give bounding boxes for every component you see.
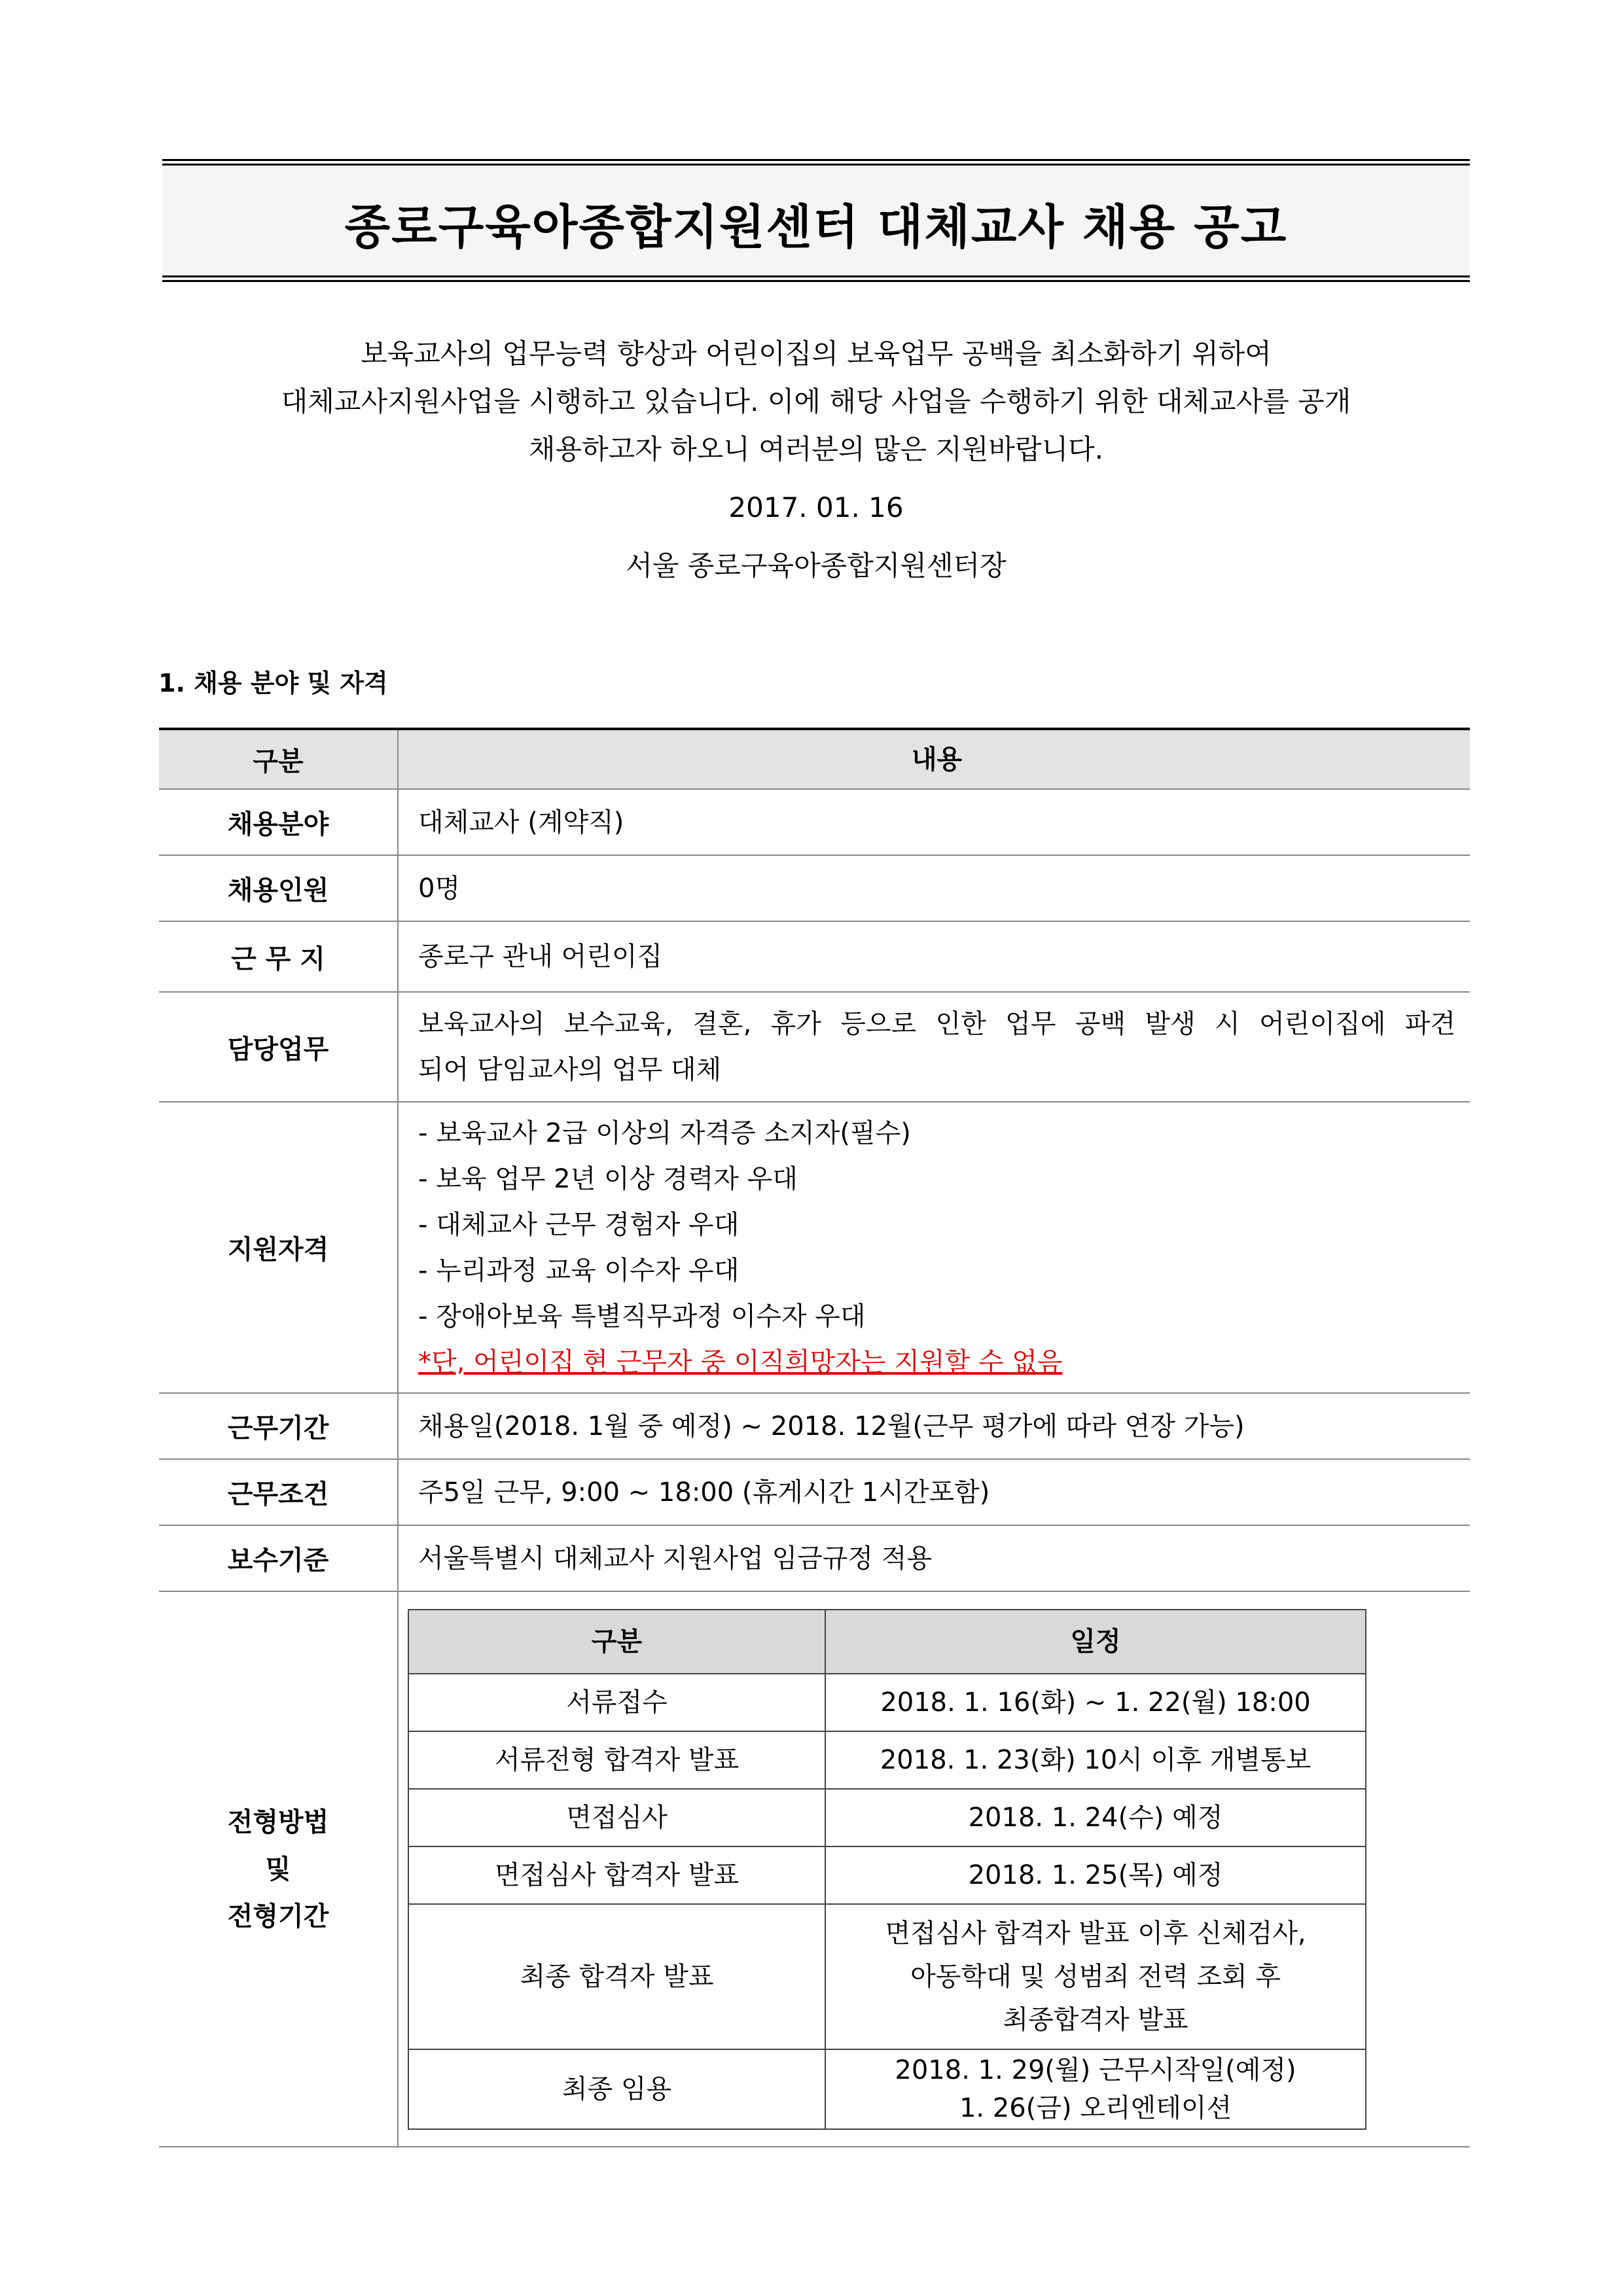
schedule-stage: 서류접수 — [408, 1674, 825, 1731]
table-header-row — [159, 730, 1470, 790]
row-label: 근무조건 — [159, 1460, 399, 1525]
duty-line-1: 보육교사의 보수교육, 결혼, 휴가 등으로 인한 업무 공백 발생 시 어린이집에 파견 — [418, 1009, 1455, 1039]
schedule-stage: 면접심사 합격자 발표 — [408, 1846, 825, 1904]
schedule-table — [408, 1609, 1366, 2130]
row-value — [399, 993, 1470, 1101]
qualification-item: - 보육 업무 2년 이상 경력자 우대 — [418, 1163, 798, 1194]
schedule-row — [408, 1674, 1366, 1731]
schedule-date: 2018. 1. 16(화) ~ 1. 22(월) 18:00 — [825, 1674, 1366, 1731]
title-box — [162, 159, 1470, 282]
schedule-date: 2018. 1. 24(수) 예정 — [825, 1789, 1366, 1846]
row-qualification — [159, 1103, 1470, 1394]
schedule-date — [825, 2049, 1366, 2129]
schedule-header-stage: 구분 — [408, 1610, 825, 1674]
row-label: 근무기간 — [159, 1394, 399, 1458]
row-headcount — [159, 856, 1470, 922]
row-period — [159, 1394, 1470, 1460]
schedule-stage: 면접심사 — [408, 1789, 825, 1846]
header-label: 구분 — [159, 730, 399, 788]
schedule-row — [408, 1904, 1366, 2049]
qualification-notice: *단, 어린이집 현 근무자 중 이직희망자는 지원할 수 없음 — [418, 1347, 1063, 1377]
row-label — [159, 1592, 399, 2146]
row-value: 주5일 근무, 9:00 ~ 18:00 (휴게시간 1시간포함) — [418, 1477, 990, 1508]
selection-label-line: 전형기간 — [227, 1901, 329, 1932]
page-title: 종로구육아종합지원센터 대체교사 채용 공고 — [344, 200, 1288, 255]
row-label: 담당업무 — [159, 993, 399, 1101]
intro-line-2: 대체교사지원사업을 시행하고 있습니다. 이에 해당 사업을 수행하기 위한 대체교사를 공개 — [281, 385, 1351, 417]
schedule-row — [408, 1789, 1366, 1846]
row-value: 0명 — [418, 873, 461, 904]
row-conditions — [159, 1460, 1470, 1526]
selection-label-line: 전형방법 — [227, 1807, 329, 1837]
schedule-date-line: 면접심사 합격자 발표 이후 신체검사, — [885, 1918, 1306, 1949]
announcement-date: 2017. 01. 16 — [728, 491, 904, 523]
row-value: 채용일(2018. 1월 중 예정) ~ 2018. 12월(근무 평가에 따라 연장 가능) — [418, 1411, 1245, 1441]
schedule-date-line: 1. 26(금) 오리엔테이션 — [959, 2093, 1232, 2123]
selection-label-line: 및 — [265, 1854, 291, 1884]
row-value: 종로구 관내 어린이집 — [418, 942, 663, 972]
issuer-signature: 서울 종로구육아종합지원센터장 — [626, 550, 1007, 582]
row-label: 지원자격 — [159, 1103, 399, 1392]
schedule-date: 2018. 1. 25(목) 예정 — [825, 1846, 1366, 1904]
row-label: 근 무 지 — [159, 922, 399, 991]
row-label: 채용인원 — [159, 856, 399, 921]
intro-line-3: 채용하고자 하오니 여러분의 많은 지원바랍니다. — [528, 433, 1104, 465]
schedule-stage: 최종 합격자 발표 — [408, 1904, 825, 2049]
row-field — [159, 790, 1470, 856]
row-value: 대체교사 (계약직) — [418, 807, 624, 838]
schedule-date-line: 아동학대 및 성범죄 전력 조회 후 — [910, 1961, 1281, 1992]
schedule-stage: 서류전형 합격자 발표 — [408, 1731, 825, 1789]
schedule-row — [408, 1731, 1366, 1789]
schedule-header-date: 일정 — [825, 1610, 1366, 1674]
schedule-row — [408, 2049, 1366, 2129]
section-heading: 1. 채용 분야 및 자격 — [158, 669, 388, 698]
qualification-item: - 대체교사 근무 경험자 우대 — [418, 1209, 740, 1240]
qualification-item: - 장애아보육 특별직무과정 이수자 우대 — [418, 1301, 866, 1332]
header-content: 내용 — [911, 744, 963, 775]
schedule-date-line: 2018. 1. 29(월) 근무시작일(예정) — [895, 2055, 1296, 2085]
schedule-cell — [399, 1592, 1470, 2146]
row-selection — [159, 1592, 1470, 2147]
recruitment-table — [159, 728, 1470, 2147]
schedule-header-row — [408, 1610, 1366, 1674]
row-location — [159, 922, 1470, 993]
duty-line-2: 되어 담임교사의 업무 대체 — [418, 1055, 722, 1085]
intro-line-1: 보육교사의 업무능력 향상과 어린이집의 보육업무 공백을 최소화하기 위하여 — [361, 338, 1272, 370]
row-label: 보수기준 — [159, 1526, 399, 1591]
row-pay — [159, 1526, 1470, 1592]
schedule-date: 2018. 1. 23(화) 10시 이후 개별통보 — [825, 1731, 1366, 1789]
schedule-date — [825, 1904, 1366, 2049]
row-value: 서울특별시 대체교사 지원사업 임금규정 적용 — [418, 1543, 933, 1574]
schedule-row — [408, 1846, 1366, 1904]
qualification-item: - 보육교사 2급 이상의 자격증 소지자(필수) — [418, 1118, 911, 1148]
qualification-list — [399, 1103, 1470, 1392]
qualification-item: - 누리과정 교육 이수자 우대 — [418, 1255, 740, 1286]
row-duty — [159, 993, 1470, 1103]
schedule-stage: 최종 임용 — [408, 2049, 825, 2129]
row-label: 채용분야 — [159, 790, 399, 855]
schedule-date-line: 최종합격자 발표 — [1003, 2004, 1188, 2035]
